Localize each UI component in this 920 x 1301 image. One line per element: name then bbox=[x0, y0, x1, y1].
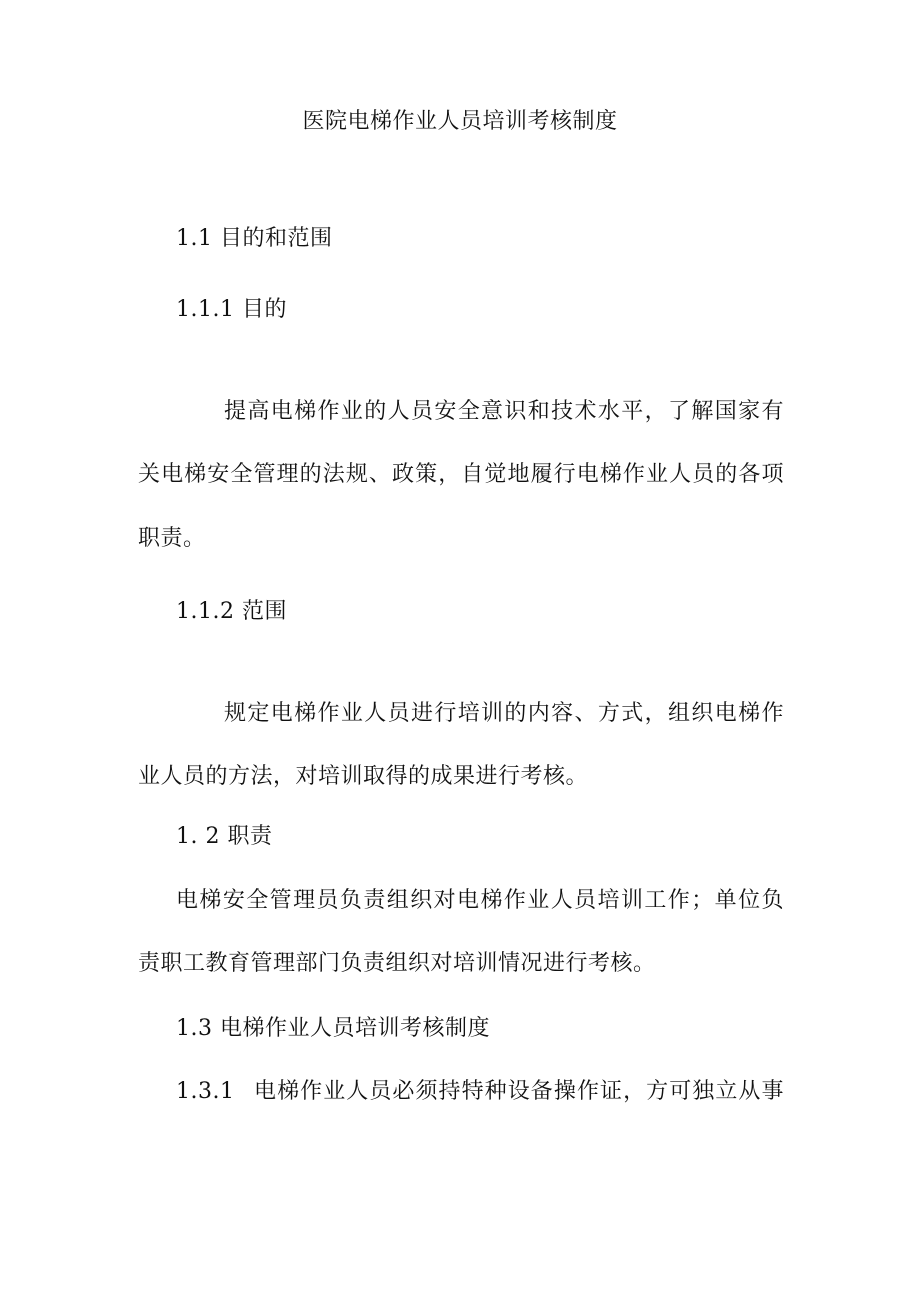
purpose-line-1: 提高电梯作业的人员安全意识和技术水平，了解国家有 bbox=[224, 399, 784, 424]
item-1-3-1-text: 电梯作业人员必须持特种设备操作证，方可独立从事 bbox=[254, 1079, 784, 1104]
scope-line-2: 业人员的方法，对培训取得的成果进行考核。 bbox=[138, 764, 589, 789]
purpose-line-3: 职责。 bbox=[138, 526, 206, 551]
duty-line-2: 责职工教育管理部门负责组织对培训情况进行考核。 bbox=[138, 951, 656, 976]
heading-1-1-2: 1.1.2 范围 bbox=[176, 599, 287, 624]
duty-line-1: 电梯安全管理员负责组织对电梯作业人员培训工作；单位负 bbox=[176, 888, 784, 913]
heading-1-1: 1.1 目的和范围 bbox=[176, 226, 333, 251]
heading-1-1-1: 1.1.1 目的 bbox=[176, 297, 287, 322]
purpose-line-2: 关电梯安全管理的法规、政策，自觉地履行电梯作业人员的各项 bbox=[138, 462, 784, 487]
item-1-3-1-number: 1.3.1 bbox=[176, 1079, 235, 1104]
document-title: 医院电梯作业人员培训考核制度 bbox=[302, 109, 618, 134]
heading-1-3: 1.3 电梯作业人员培训考核制度 bbox=[176, 1016, 490, 1041]
scope-line-1: 规定电梯作业人员进行培训的内容、方式，组织电梯作 bbox=[224, 701, 784, 726]
heading-1-2: 1. 2 职责 bbox=[176, 824, 273, 849]
